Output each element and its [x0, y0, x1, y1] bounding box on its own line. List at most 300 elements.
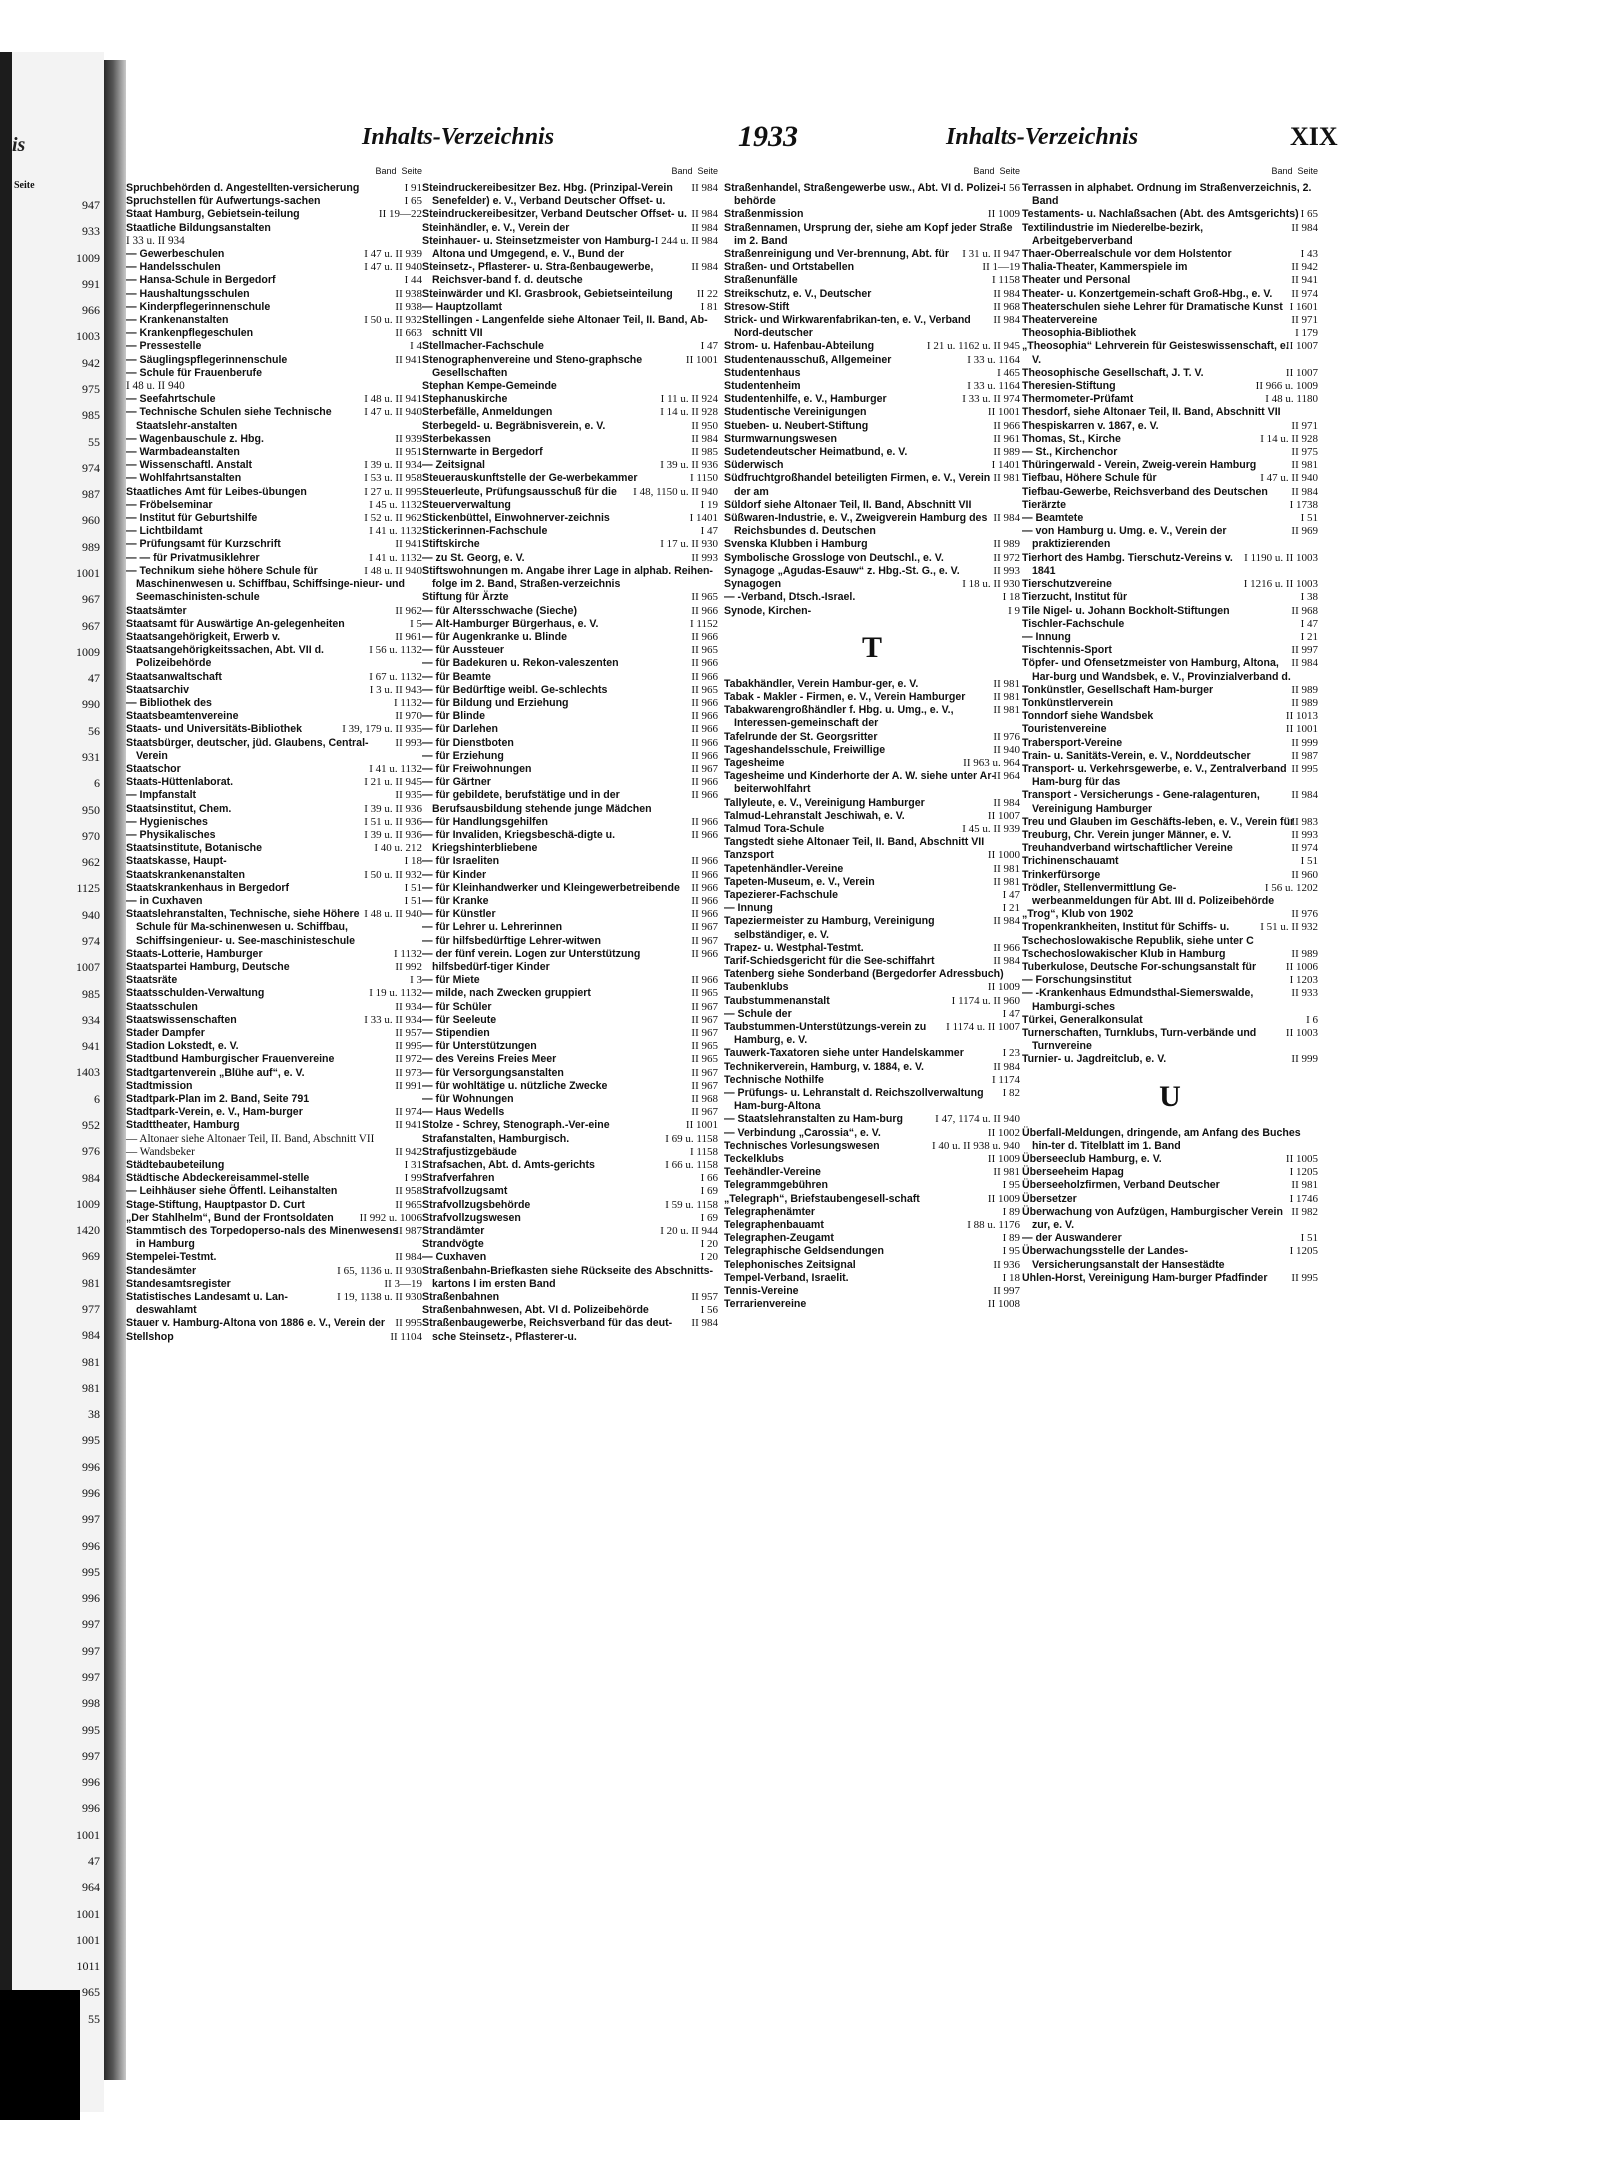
- entry-term: — Staatslehranstalten zu Ham-burg: [724, 1113, 903, 1126]
- entry-reference: I 14 u. II 928: [1260, 432, 1318, 445]
- entry-term: Terrassen in alphabet. Ordnung im Straßenverzeichnis, 2. Band: [1022, 182, 1312, 208]
- index-entry: [422, 816, 718, 829]
- entry-term: „Theosophia“ Lehrverein für Geisteswissenschaft, e. V.: [1022, 340, 1289, 366]
- entry-term: I 48 u. II 940: [126, 380, 185, 393]
- index-entry: [126, 987, 422, 1000]
- left-page-reference: 6: [94, 1091, 100, 1106]
- entry-reference: I 81: [700, 300, 718, 313]
- entry-term: — für Badekuren u. Rekon-valeszenten: [422, 657, 619, 670]
- entry-reference: II 989: [993, 538, 1020, 551]
- entry-term: — für Darlehen: [422, 723, 498, 736]
- entry-term: Tabakhändler, Verein Hambur-ger, e. V.: [724, 677, 919, 690]
- entry-term: Standesämter: [126, 1264, 197, 1277]
- index-entry: [126, 393, 422, 406]
- index-entry: [1022, 578, 1318, 591]
- entry-reference: II 966: [691, 723, 718, 736]
- entry-reference: I 1190 u. II 1003: [1244, 551, 1318, 564]
- left-page-reference: 1009: [76, 250, 100, 265]
- index-entry: [126, 842, 422, 855]
- index-entry: [422, 1304, 718, 1317]
- entry-reference: II 981: [993, 704, 1020, 717]
- entry-term: Technisches Vorlesungswesen: [724, 1139, 880, 1152]
- index-entry: [1022, 935, 1318, 948]
- entry-term: Treu und Glauben im Geschäfts-leben, e. V., Verein für: [1022, 815, 1295, 828]
- index-entry: [126, 301, 422, 314]
- entry-reference: I 48, 1150 u. II 940: [633, 485, 718, 498]
- entry-reference: II 974: [395, 1106, 422, 1119]
- index-entry: [1022, 261, 1318, 274]
- entry-reference: I 1152: [689, 617, 718, 630]
- entry-term: — Warmbadeanstalten: [126, 446, 240, 459]
- entry-reference: I 9: [1008, 604, 1020, 617]
- entry-term: Straßenbahn-Briefkasten siehe Rückseite des Abschnitts-kartons I im ersten Band: [422, 1264, 714, 1290]
- entry-term: Staatsbürger, deutscher, jüd. Glaubens, Central-Verein: [126, 736, 369, 762]
- entry-reference: II 981: [993, 862, 1020, 875]
- entry-reference: I 1738: [1289, 498, 1318, 511]
- entry-reference: I 31 u. II 947: [962, 248, 1020, 261]
- index-entry: [1022, 182, 1318, 208]
- index-entry: [422, 1133, 718, 1146]
- entry-term: Theater- u. Konzertgemein-schaft Groß-Hbg., e. V.: [1022, 287, 1273, 300]
- entry-reference: I 47: [1002, 888, 1020, 901]
- index-entry: [1022, 737, 1318, 750]
- entry-reference: I 51: [1300, 512, 1318, 525]
- index-entry: [126, 644, 422, 670]
- entry-reference: II 967: [691, 1106, 718, 1119]
- index-entry: [724, 1259, 1020, 1272]
- index-entry: [1022, 1272, 1318, 1285]
- index-entry: [126, 433, 422, 446]
- entry-reference: II 967: [691, 921, 718, 934]
- index-entry: [422, 182, 718, 208]
- entry-reference: I 56 u. 1132: [369, 644, 422, 657]
- left-page-reference: 985: [82, 986, 100, 1001]
- entry-reference: II 940: [993, 743, 1020, 756]
- left-page-reference: 996: [82, 1775, 100, 1790]
- index-entry: [422, 710, 718, 723]
- entry-reference: I 3: [410, 974, 422, 987]
- entry-reference: II 967: [691, 1000, 718, 1013]
- entry-term: Staatswissenschaften: [126, 1013, 237, 1026]
- entry-term: Sternwarte in Bergedorf: [422, 446, 543, 459]
- entry-term: Synagogen: [724, 578, 782, 591]
- column-header: Band Seite: [375, 166, 422, 176]
- entry-reference: I 82: [1002, 1087, 1020, 1099]
- entry-term: — der Auswanderer: [1022, 1232, 1122, 1245]
- index-entry: [724, 757, 1020, 770]
- entry-term: Theater und Personal: [1022, 274, 1131, 287]
- index-entry: [126, 855, 422, 868]
- entry-reference: I 66: [700, 1172, 718, 1185]
- entry-reference: II 1002: [987, 1126, 1020, 1139]
- entry-term: Sturmwarnungswesen: [724, 432, 838, 445]
- index-entry: [422, 261, 718, 287]
- entry-term: Überseeheim Hapag: [1022, 1166, 1124, 1179]
- index-entry: [126, 1331, 422, 1344]
- index-entry: [422, 789, 718, 815]
- entry-term: Studentenausschuß, Allgemeiner: [724, 353, 892, 366]
- index-entry: [724, 182, 1020, 208]
- index-entry: [422, 1199, 718, 1212]
- entry-reference: II 992 u. 1006: [359, 1211, 422, 1224]
- entry-term: Staatliche Bildungsanstalten: [126, 221, 271, 234]
- entry-term: Steindruckereibesitzer Bez. Hbg. (Prinzipal-Verein Senefelder) e. V., Verband Deutscher Offset- u.: [422, 182, 673, 208]
- left-page-reference: 970: [82, 828, 100, 843]
- entry-reference: I 48 u. 1180: [1265, 393, 1318, 406]
- entry-reference: II 984: [993, 796, 1020, 809]
- left-page-reference: 933: [82, 224, 100, 239]
- entry-term: Teckelklubs: [724, 1153, 784, 1166]
- entry-reference: I 48 u. II 940: [364, 908, 422, 921]
- index-entry: [126, 406, 422, 432]
- entry-term: Stage-Stiftung, Hauptpastor D. Curt: [126, 1198, 305, 1211]
- index-entry: [1022, 222, 1318, 248]
- left-page-reference: 1001: [76, 1906, 100, 1921]
- entry-term: Stempelei-Testmt.: [126, 1251, 217, 1264]
- entry-reference: II 3—19: [384, 1277, 422, 1290]
- entry-reference: II 974: [1291, 842, 1318, 855]
- entry-term: Staatsbeamtenvereine: [126, 710, 239, 723]
- entry-term: Stadttheater, Hamburg: [126, 1119, 240, 1132]
- index-entry: [422, 393, 718, 406]
- entry-reference: I 50 u. II 932: [364, 868, 422, 881]
- index-entry: [422, 301, 718, 314]
- running-head-left-title: Inhalts-Verzeichnis: [362, 124, 555, 150]
- entry-reference: I 39 u. II 936: [364, 802, 422, 815]
- entry-reference: II 975: [1291, 446, 1318, 459]
- entry-reference: II 984: [1291, 789, 1318, 802]
- entry-reference: II 966: [691, 789, 718, 802]
- entry-reference: I 19, 1138 u. II 930: [337, 1291, 422, 1304]
- index-entry: [724, 1245, 1020, 1258]
- entry-reference: I 95: [1002, 1179, 1020, 1192]
- entry-term: Synode, Kirchen-: [724, 604, 812, 617]
- entry-reference: I 5: [410, 617, 422, 630]
- entry-term: Staatliches Amt für Leibes-übungen: [126, 485, 307, 498]
- entry-reference: II 933: [1291, 987, 1318, 1000]
- entry-reference: I 23: [1002, 1047, 1020, 1060]
- index-entry: [422, 354, 718, 380]
- entry-reference: I 33 u. II 934: [364, 1013, 422, 1026]
- entry-reference: I 39 u. II 936: [660, 459, 718, 472]
- entry-term: Steuerverwaltung: [422, 498, 511, 511]
- entry-reference: I 65, 1136 u. II 930: [337, 1264, 422, 1277]
- left-page-heading: is: [12, 134, 26, 156]
- entry-term: Tanzsport: [724, 849, 774, 862]
- entry-reference: II 1008: [987, 1298, 1020, 1311]
- entry-term: Theaterschulen siehe Lehrer für Dramatische Kunst: [1022, 300, 1283, 313]
- entry-term: Stolze - Schrey, Stenograph.-Ver-eine: [422, 1119, 610, 1132]
- index-page: [126, 66, 1506, 2106]
- index-entry: [724, 367, 1020, 380]
- entry-term: Straßenmission: [724, 208, 804, 221]
- entry-term: I 33 u. II 934: [126, 234, 185, 247]
- index-entry: [126, 459, 422, 472]
- entry-term: — für Miete: [422, 974, 480, 987]
- index-entry: [422, 1159, 718, 1172]
- index-entry: [724, 1047, 1020, 1060]
- index-entry: [724, 915, 1020, 941]
- entry-reference: II 965: [691, 1040, 718, 1053]
- entry-reference: I 20 u. II 944: [660, 1225, 718, 1238]
- entry-term: — Technikum siehe höhere Schule für Maschinenwesen u. Schiffbau, Schiffsinge-nieur- und Seemaschinisten-schule: [126, 564, 405, 604]
- index-entry: [724, 1074, 1020, 1087]
- left-page-reference: 989: [82, 539, 100, 554]
- left-page-reference: 997: [82, 1670, 100, 1684]
- entry-term: Töpfer- und Ofensetzmeister von Hamburg, Altona, Har-burg und Wandsbek, e. V., Provinzialverband d.: [1022, 657, 1291, 683]
- entry-reference: II 995: [395, 1040, 422, 1053]
- index-entry: [1022, 710, 1318, 723]
- entry-term: Turnerschaften, Turnklubs, Turn-verbände und Turnvereine: [1022, 1027, 1257, 1053]
- entry-reference: II 993: [395, 736, 422, 749]
- index-entry: [126, 1159, 422, 1172]
- index-entry: [724, 1153, 1020, 1166]
- left-page-reference: 996: [82, 1459, 100, 1474]
- entry-reference: II 965: [691, 591, 718, 604]
- entry-reference: II 966 u. 1009: [1255, 380, 1318, 393]
- entry-term: Stephanuskirche: [422, 393, 508, 406]
- index-entry: [126, 618, 422, 631]
- entry-reference: II 966: [691, 604, 718, 617]
- left-page-reference: 960: [82, 513, 100, 528]
- left-page-reference: 1003: [76, 329, 100, 344]
- entry-term: — für Schüler: [422, 1000, 492, 1013]
- entry-term: Technikerverein, Hamburg, v. 1884, e. V.: [724, 1060, 925, 1073]
- entry-reference: I 65: [1300, 208, 1318, 221]
- entry-reference: I 51 u. II 932: [1260, 921, 1318, 934]
- entry-term: — milde, nach Zwecken gruppiert: [422, 987, 591, 1000]
- scan-left-edge: [0, 52, 12, 2112]
- index-entry: [724, 731, 1020, 744]
- index-entry: [724, 1206, 1020, 1219]
- entry-term: — Pressestelle: [126, 340, 202, 353]
- index-entry: [724, 1298, 1020, 1311]
- entry-term: Studentenhaus: [724, 366, 801, 379]
- entry-term: — Seefahrtschule: [126, 393, 216, 406]
- entry-reference: I 47, 1174 u. II 940: [935, 1113, 1020, 1126]
- entry-term: Taubstummen-Unterstützungs-verein zu Hamburg, e. V.: [724, 1020, 927, 1047]
- left-page-reference: 962: [82, 855, 100, 870]
- index-column-1: [126, 166, 422, 1344]
- index-entry: [422, 1265, 718, 1291]
- entry-reference: II 941: [1291, 274, 1318, 287]
- index-entry: [724, 995, 1020, 1008]
- index-entry: [724, 433, 1020, 446]
- index-entry: [422, 1040, 718, 1053]
- index-entry: [422, 1317, 718, 1343]
- entry-reference: II 966: [691, 947, 718, 960]
- entry-reference: I 47 u. II 940: [364, 261, 422, 274]
- index-entry: [126, 948, 422, 961]
- entry-term: Tabakwarengroßhändler f. Hbg. u. Umg., e. V., Interessen-gemeinschaft der: [724, 704, 954, 730]
- entry-term: Studentenheim: [724, 380, 801, 393]
- entry-term: Staatspartei Hamburg, Deutsche: [126, 960, 290, 973]
- index-entry: [724, 1219, 1020, 1232]
- entry-term: Straßenbaugewerbe, Reichsverband für das deut-sche Steinsetz-, Pflasterer-u.: [422, 1317, 673, 1343]
- entry-term: Streikschutz, e. V., Deutscher: [724, 287, 872, 300]
- entry-term: Staatslehranstalten, Technische, siehe Höhere Schule für Ma-schinenwesen u. Schiffbau, Schiffsingenieur- u. See-maschinisteschule: [126, 908, 360, 947]
- entry-reference: II 984: [1291, 485, 1318, 498]
- entry-term: Telephonisches Zeitsignal: [724, 1258, 856, 1271]
- entry-reference: II 966: [691, 855, 718, 868]
- entry-term: Thaer-Oberrealschule vor dem Holstentor: [1022, 248, 1232, 261]
- index-entry: [724, 248, 1020, 261]
- index-entry: [126, 248, 422, 261]
- entry-term: Tageshandelsschule, Freiwillige: [724, 743, 886, 756]
- entry-term: Staatsarchiv: [126, 683, 190, 696]
- entry-term: Telegraphenämter: [724, 1205, 816, 1218]
- index-entry: [126, 222, 422, 235]
- index-entry: [422, 763, 718, 776]
- index-entry: [1022, 1206, 1318, 1232]
- entry-term: Theresien-Stiftung: [1022, 380, 1116, 393]
- left-page-reference: 965: [82, 1985, 100, 2000]
- index-entry: [126, 697, 422, 710]
- column-header: Band Seite: [671, 166, 718, 176]
- index-entry: [724, 1140, 1020, 1153]
- entry-reference: I 17 u. II 930: [660, 538, 718, 551]
- entry-reference: I 465: [997, 366, 1020, 379]
- index-entry: [1022, 789, 1318, 815]
- left-page-reference: 967: [82, 618, 100, 633]
- entry-term: — Technische Schulen siehe Technische Staatslehr-anstalten: [126, 406, 332, 432]
- index-entry: [126, 446, 422, 459]
- left-page-fragment: [12, 52, 104, 2112]
- entry-reference: I 52 u. II 962: [364, 512, 422, 525]
- index-entry: [724, 591, 1020, 604]
- entry-reference: II 973: [395, 1066, 422, 1079]
- left-page-reference: 1001: [76, 1827, 100, 1842]
- index-entry: [126, 1199, 422, 1212]
- index-entry: [1022, 948, 1318, 961]
- index-entry: [422, 433, 718, 446]
- left-page-reference: 995: [82, 1564, 100, 1579]
- index-entry: [422, 1014, 718, 1027]
- entry-reference: II 967: [691, 1066, 718, 1079]
- index-entry: [126, 776, 422, 789]
- entry-term: Teehändler-Vereine: [724, 1166, 821, 1179]
- left-page-reference: 981: [82, 1354, 100, 1369]
- entry-term: Technische Nothilfe: [724, 1073, 824, 1086]
- entry-term: Strom- u. Hafenbau-Abteilung: [724, 340, 875, 353]
- entry-term: Staatsanwaltschaft: [126, 670, 222, 683]
- index-entry: [1022, 816, 1318, 829]
- entry-reference: II 968: [691, 1093, 718, 1106]
- entry-term: Stadtbund Hamburgischer Frauenvereine: [126, 1053, 335, 1066]
- entry-term: Tiefbau-Gewerbe, Reichsverband des Deutschen: [1022, 485, 1268, 498]
- entry-reference: II 989: [993, 446, 1020, 459]
- entry-term: Spruchstellen für Aufwertungs-sachen: [126, 195, 321, 208]
- entry-reference: I 14 u. II 928: [660, 406, 718, 419]
- index-entry: [126, 631, 422, 644]
- entry-term: — Bibliothek des: [126, 696, 212, 709]
- left-page-reference: 1001: [76, 566, 100, 580]
- entry-reference: II 1007: [1285, 366, 1318, 379]
- index-entry: [422, 618, 718, 631]
- index-entry: [126, 1278, 422, 1291]
- column-entries: [422, 182, 718, 1344]
- entry-reference: II 970: [395, 710, 422, 723]
- entry-reference: II 984: [691, 432, 718, 445]
- entry-reference: II 966: [691, 908, 718, 921]
- index-entry: [422, 935, 718, 948]
- left-page-reference: 1007: [76, 960, 100, 975]
- entry-term: Textilindustrie im Niederelbe-bezirk, Arbeitgeberverband: [1022, 221, 1204, 247]
- index-entry: [126, 499, 422, 512]
- entry-reference: I 18: [404, 855, 422, 868]
- index-entry: [1022, 644, 1318, 657]
- entry-reference: II 941: [395, 353, 422, 366]
- index-entry: [126, 208, 422, 221]
- entry-reference: II 968: [993, 300, 1020, 313]
- entry-reference: I 44: [404, 274, 422, 287]
- index-entry: [724, 472, 1020, 498]
- entry-term: Tagesheime und Kinderhorte der A. W. siehe unter Ar-beiterwohlfahrt: [724, 770, 995, 796]
- entry-reference: II 1005: [1285, 1153, 1318, 1166]
- entry-term: Süderwisch: [724, 459, 784, 472]
- index-entry: [126, 538, 422, 551]
- index-entry: [422, 459, 718, 472]
- entry-reference: II 962: [395, 604, 422, 617]
- entry-term: Staatsinstitut, Chem.: [126, 802, 232, 815]
- left-page-reference: 984: [82, 1170, 100, 1185]
- left-page-reference: 969: [82, 1249, 100, 1264]
- entry-term: „Telegraph“, Briefstaubengesell-schaft: [724, 1192, 920, 1205]
- entry-reference: I 51: [404, 894, 422, 907]
- entry-reference: I 179: [1295, 327, 1318, 340]
- entry-term: Trabersport-Vereine: [1022, 736, 1123, 749]
- entry-term: — des Vereins Freies Meer: [422, 1053, 557, 1066]
- index-entry: [422, 644, 718, 657]
- entry-term: Trinkerfürsorge: [1022, 868, 1101, 881]
- index-entry: [724, 902, 1020, 915]
- entry-term: Straßenbahnen: [422, 1291, 500, 1304]
- index-entry: [1022, 591, 1318, 604]
- index-entry: [724, 770, 1020, 796]
- index-entry: [724, 955, 1020, 968]
- entry-term: — Wohlfahrtsanstalten: [126, 472, 242, 485]
- entry-term: Studentische Vereinigungen: [724, 406, 867, 419]
- index-entry: [126, 235, 422, 248]
- entry-reference: II 663: [395, 327, 422, 340]
- entry-term: — Gewerbeschulen: [126, 248, 225, 261]
- entry-reference: I 91: [404, 182, 422, 194]
- entry-reference: II 984: [993, 512, 1020, 525]
- entry-term: — für wohltätige u. nützliche Zwecke: [422, 1079, 608, 1092]
- entry-term: Strafjustizgebäude: [422, 1145, 517, 1158]
- index-entry: [126, 380, 422, 393]
- index-entry: [126, 288, 422, 301]
- entry-term: — Haushaltungsschulen: [126, 287, 250, 300]
- index-entry: [724, 261, 1020, 274]
- entry-term: Thesdorf, siehe Altonaer Teil, II. Band, Abschnitt VII: [1022, 406, 1281, 419]
- entry-term: — für gebildete, berufstätige und in der Berufsausbildung stehende junge Mädchen: [422, 789, 652, 815]
- index-entry: [724, 459, 1020, 472]
- index-entry: [1022, 723, 1318, 736]
- entry-reference: II 966: [691, 894, 718, 907]
- index-entry: [422, 380, 718, 393]
- entry-term: — Wissenschaftl. Anstalt: [126, 459, 253, 472]
- entry-reference: I 51: [1300, 1232, 1318, 1245]
- index-entry: [724, 1127, 1020, 1140]
- index-entry: [724, 704, 1020, 730]
- index-entry: [1022, 1014, 1318, 1027]
- entry-reference: II 984: [993, 954, 1020, 967]
- entry-term: Tapetenhändler-Vereine: [724, 862, 844, 875]
- entry-reference: II 989: [1291, 696, 1318, 709]
- entry-reference: I 89: [1002, 1232, 1020, 1245]
- left-page-reference: 984: [82, 1328, 100, 1343]
